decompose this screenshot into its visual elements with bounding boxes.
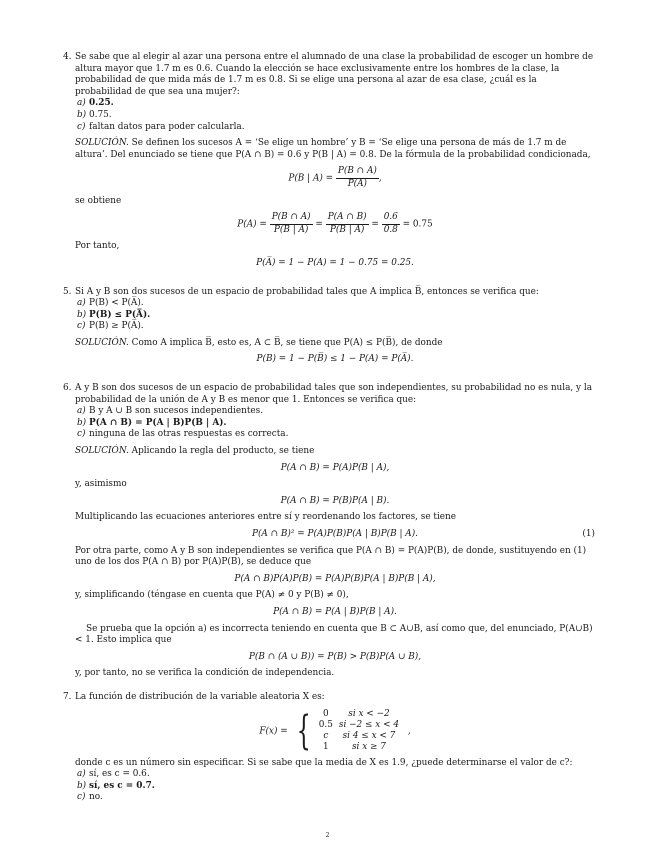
equation: P(A̅) = 1 − P(A) = 1 − 0.75 = 0.25. bbox=[256, 257, 414, 268]
equation: P(A) = $\frac{P(B \cap A)}{P(B | A)}$ = $\frac{P(A \cap B)}{P(B | A)}$ = $\frac{0.6}{0.8}$ = 0.75 bbox=[237, 212, 433, 235]
option-text: B y A ∪ B son sucesos independientes. bbox=[89, 406, 264, 417]
problem-statement: La función de distribución de la variable aleatoria X es: bbox=[75, 691, 325, 702]
text: y, asimismo bbox=[75, 479, 127, 490]
equation: P(A ∩ B) = P(A)P(B | A), bbox=[280, 462, 390, 473]
equation: P(A ∩ B) = P(A | B)P(B | A). bbox=[273, 606, 397, 617]
option-c: c) no. bbox=[77, 792, 103, 803]
text: y, por tanto, no se verifica la condición de independencia. bbox=[75, 668, 335, 679]
document-page bbox=[63, 52, 595, 804]
solution-label: SOLUCIÓN. bbox=[75, 446, 129, 457]
option-text: P(B) < P(A̅). bbox=[89, 298, 144, 309]
text: Por otra parte, como A y B son independientes se verifica que P(A ∩ B) = P(A)P(B), de donde, sustituyendo en (1) uno de los dos P(A ∩ B) por P(A)P(B), se deduce que bbox=[75, 545, 587, 568]
solution-paragraph: SOLUCIÓN. Como A implica B̅, esto es, A ⊂ B̅, se tiene que P(A) ≤ P(B̅), de donde bbox=[75, 337, 443, 348]
problem-number: 6. bbox=[63, 383, 72, 394]
option-c: c) ninguna de las otras respuestas es correcta. bbox=[77, 429, 289, 440]
problem-number: 4. bbox=[63, 52, 72, 62]
option-text: ninguna de las otras respuestas es correcta. bbox=[89, 429, 289, 440]
equation: P(B) = 1 − P(B̅) ≤ 1 − P(A) = P(A̅). bbox=[256, 354, 414, 365]
equation: P(B ∩ (A ∪ B)) = P(B) > P(B)P(A ∪ B), bbox=[248, 651, 422, 662]
option-text: P(A ∩ B) = P(A | B)P(B | A). bbox=[89, 417, 227, 428]
problem-number: 5. bbox=[63, 286, 72, 297]
left-brace: { bbox=[296, 707, 311, 754]
option-text: faltan datos para poder calcularla. bbox=[89, 121, 245, 132]
option-a: a) P(B) < P(A̅). bbox=[77, 298, 144, 309]
fraction: $\frac{P(B \cap A)}{P(B | A)}$ bbox=[271, 212, 311, 235]
piece-row: 1 si x ≥ 7 bbox=[323, 741, 386, 752]
option-text: 0.25. bbox=[89, 98, 114, 109]
piece-row: 0 si x < −2 bbox=[323, 708, 390, 719]
piece-row: c si 4 ≤ x < 7 bbox=[323, 730, 396, 741]
piecewise-function: F(x) = { 0 si x < −2 0.5 si −2 ≤ x < 4 c si 4 ≤ x < 7 1 si x ≥ 7 , bbox=[259, 707, 411, 754]
option-a: a) B y A ∪ B son sucesos independientes. bbox=[77, 406, 264, 417]
option-text: sí, es c = 0.7. bbox=[89, 780, 155, 791]
problem-5 bbox=[63, 287, 595, 367]
problem-6 bbox=[63, 383, 595, 680]
problem-number: 7. bbox=[63, 691, 72, 702]
fraction: $\frac{0.6}{0.8}$ bbox=[383, 212, 398, 235]
solution-label: SOLUCIÓN. bbox=[75, 337, 129, 348]
problem-statement: Si A y B son dos sucesos de un espacio de probabilidad tales que A implica B̅, entonces se verifica que: bbox=[75, 286, 539, 297]
option-b: b) P(A ∩ B) = P(A | B)P(B | A). bbox=[77, 417, 227, 428]
option-text: sí, es c = 0.6. bbox=[89, 769, 150, 780]
option-a: a) sí, es c = 0.6. bbox=[77, 769, 150, 780]
solution-paragraph: SOLUCIÓN. Aplicando la regla del producto, se tiene bbox=[75, 446, 315, 457]
option-text: P(B) ≤ P(A̅). bbox=[89, 309, 151, 320]
option-a: a) 0.25. bbox=[77, 98, 114, 109]
fraction: $\frac{P(A \cap B)}{P(B | A)}$ bbox=[327, 212, 367, 235]
option-text: P(B) ≥ P(A̅). bbox=[89, 321, 144, 332]
equation-numbered: P(A ∩ B)² = P(A)P(B)P(A | B)P(B | A). (1) bbox=[251, 529, 595, 539]
equation: P(A ∩ B) = P(B)P(A | B). bbox=[280, 495, 390, 506]
text: Multiplicando las ecuaciones anteriores entre sí y reordenando los factores, se tiene bbox=[75, 512, 457, 523]
problem-statement: Se sabe que al elegir al azar una persona entre el alumnado de una clase la probabilidad de escoger un hombre de altura mayor que 1.7 m es 0.6. Cuando la elección se hace exclusivamente entre los hombres de la clase, la probabilidad de que mida más de 1.7 m es 0.8. Si se elige una persona al azar de esa clase, ¿cuál es la probabilidad de que sea una mujer?: bbox=[75, 52, 594, 97]
text: se obtiene bbox=[75, 195, 122, 206]
option-b: b) sí, es c = 0.7. bbox=[77, 780, 155, 791]
problem-statement: A y B son dos sucesos de un espacio de probabilidad tales que son independientes, su probabilidad no es nula, y la probabilidad de la unión de A y B es menor que 1. Entonces se verifica que: bbox=[75, 383, 592, 405]
fraction: $\frac{P(B \cap A)}{P(A)}$ bbox=[337, 166, 377, 189]
problem-4 bbox=[63, 52, 595, 270]
option-b: b) P(B) ≤ P(A̅). bbox=[77, 309, 151, 320]
option-b: b) 0.75. bbox=[77, 109, 112, 120]
text: donde c es un número sin especificar. Si se sabe que la media de X es 1.9, ¿puede determinarse el valor de c?: bbox=[75, 757, 573, 768]
piecewise-table bbox=[319, 709, 405, 753]
page-number: 2 bbox=[325, 832, 330, 839]
option-text: no. bbox=[89, 792, 103, 803]
solution-label: SOLUCIÓN. bbox=[75, 138, 129, 149]
equation: P(A ∩ B)P(A)P(B) = P(A)P(B)P(A | B)P(B | A), bbox=[234, 573, 436, 584]
piece-row: 0.5 si −2 ≤ x < 4 bbox=[318, 719, 400, 730]
equation-number: (1) bbox=[582, 529, 595, 539]
text: Por tanto, bbox=[75, 241, 120, 252]
text: Se prueba que la opción a) es incorrecta teniendo en cuenta que B ⊂ A∪B, así como que, del enunciado, P(A∪B) < 1. Esto implica que bbox=[75, 623, 593, 646]
option-c: c) P(B) ≥ P(A̅). bbox=[77, 321, 144, 332]
option-c: c) faltan datos para poder calcularla. bbox=[77, 121, 245, 132]
text: y, simplificando (téngase en cuenta que P(A) ≠ 0 y P(B) ≠ 0), bbox=[75, 590, 349, 601]
problem-7 bbox=[63, 692, 595, 804]
solution-paragraph: SOLUCIÓN. Se definen los sucesos A = ‘Se elige un hombre’ y B = ‘Se elige una persona de más de 1.7 m de altura’. Del enunciado se tiene que P(A ∩ B) = 0.6 y P(B | A) = 0.8. De la fórmula de la probabilidad condicionada, bbox=[75, 138, 591, 160]
option-text: 0.75. bbox=[89, 109, 112, 120]
equation: P(B | A) = $\frac{P(B \cap A)}{P(A)}$ , bbox=[288, 166, 382, 189]
